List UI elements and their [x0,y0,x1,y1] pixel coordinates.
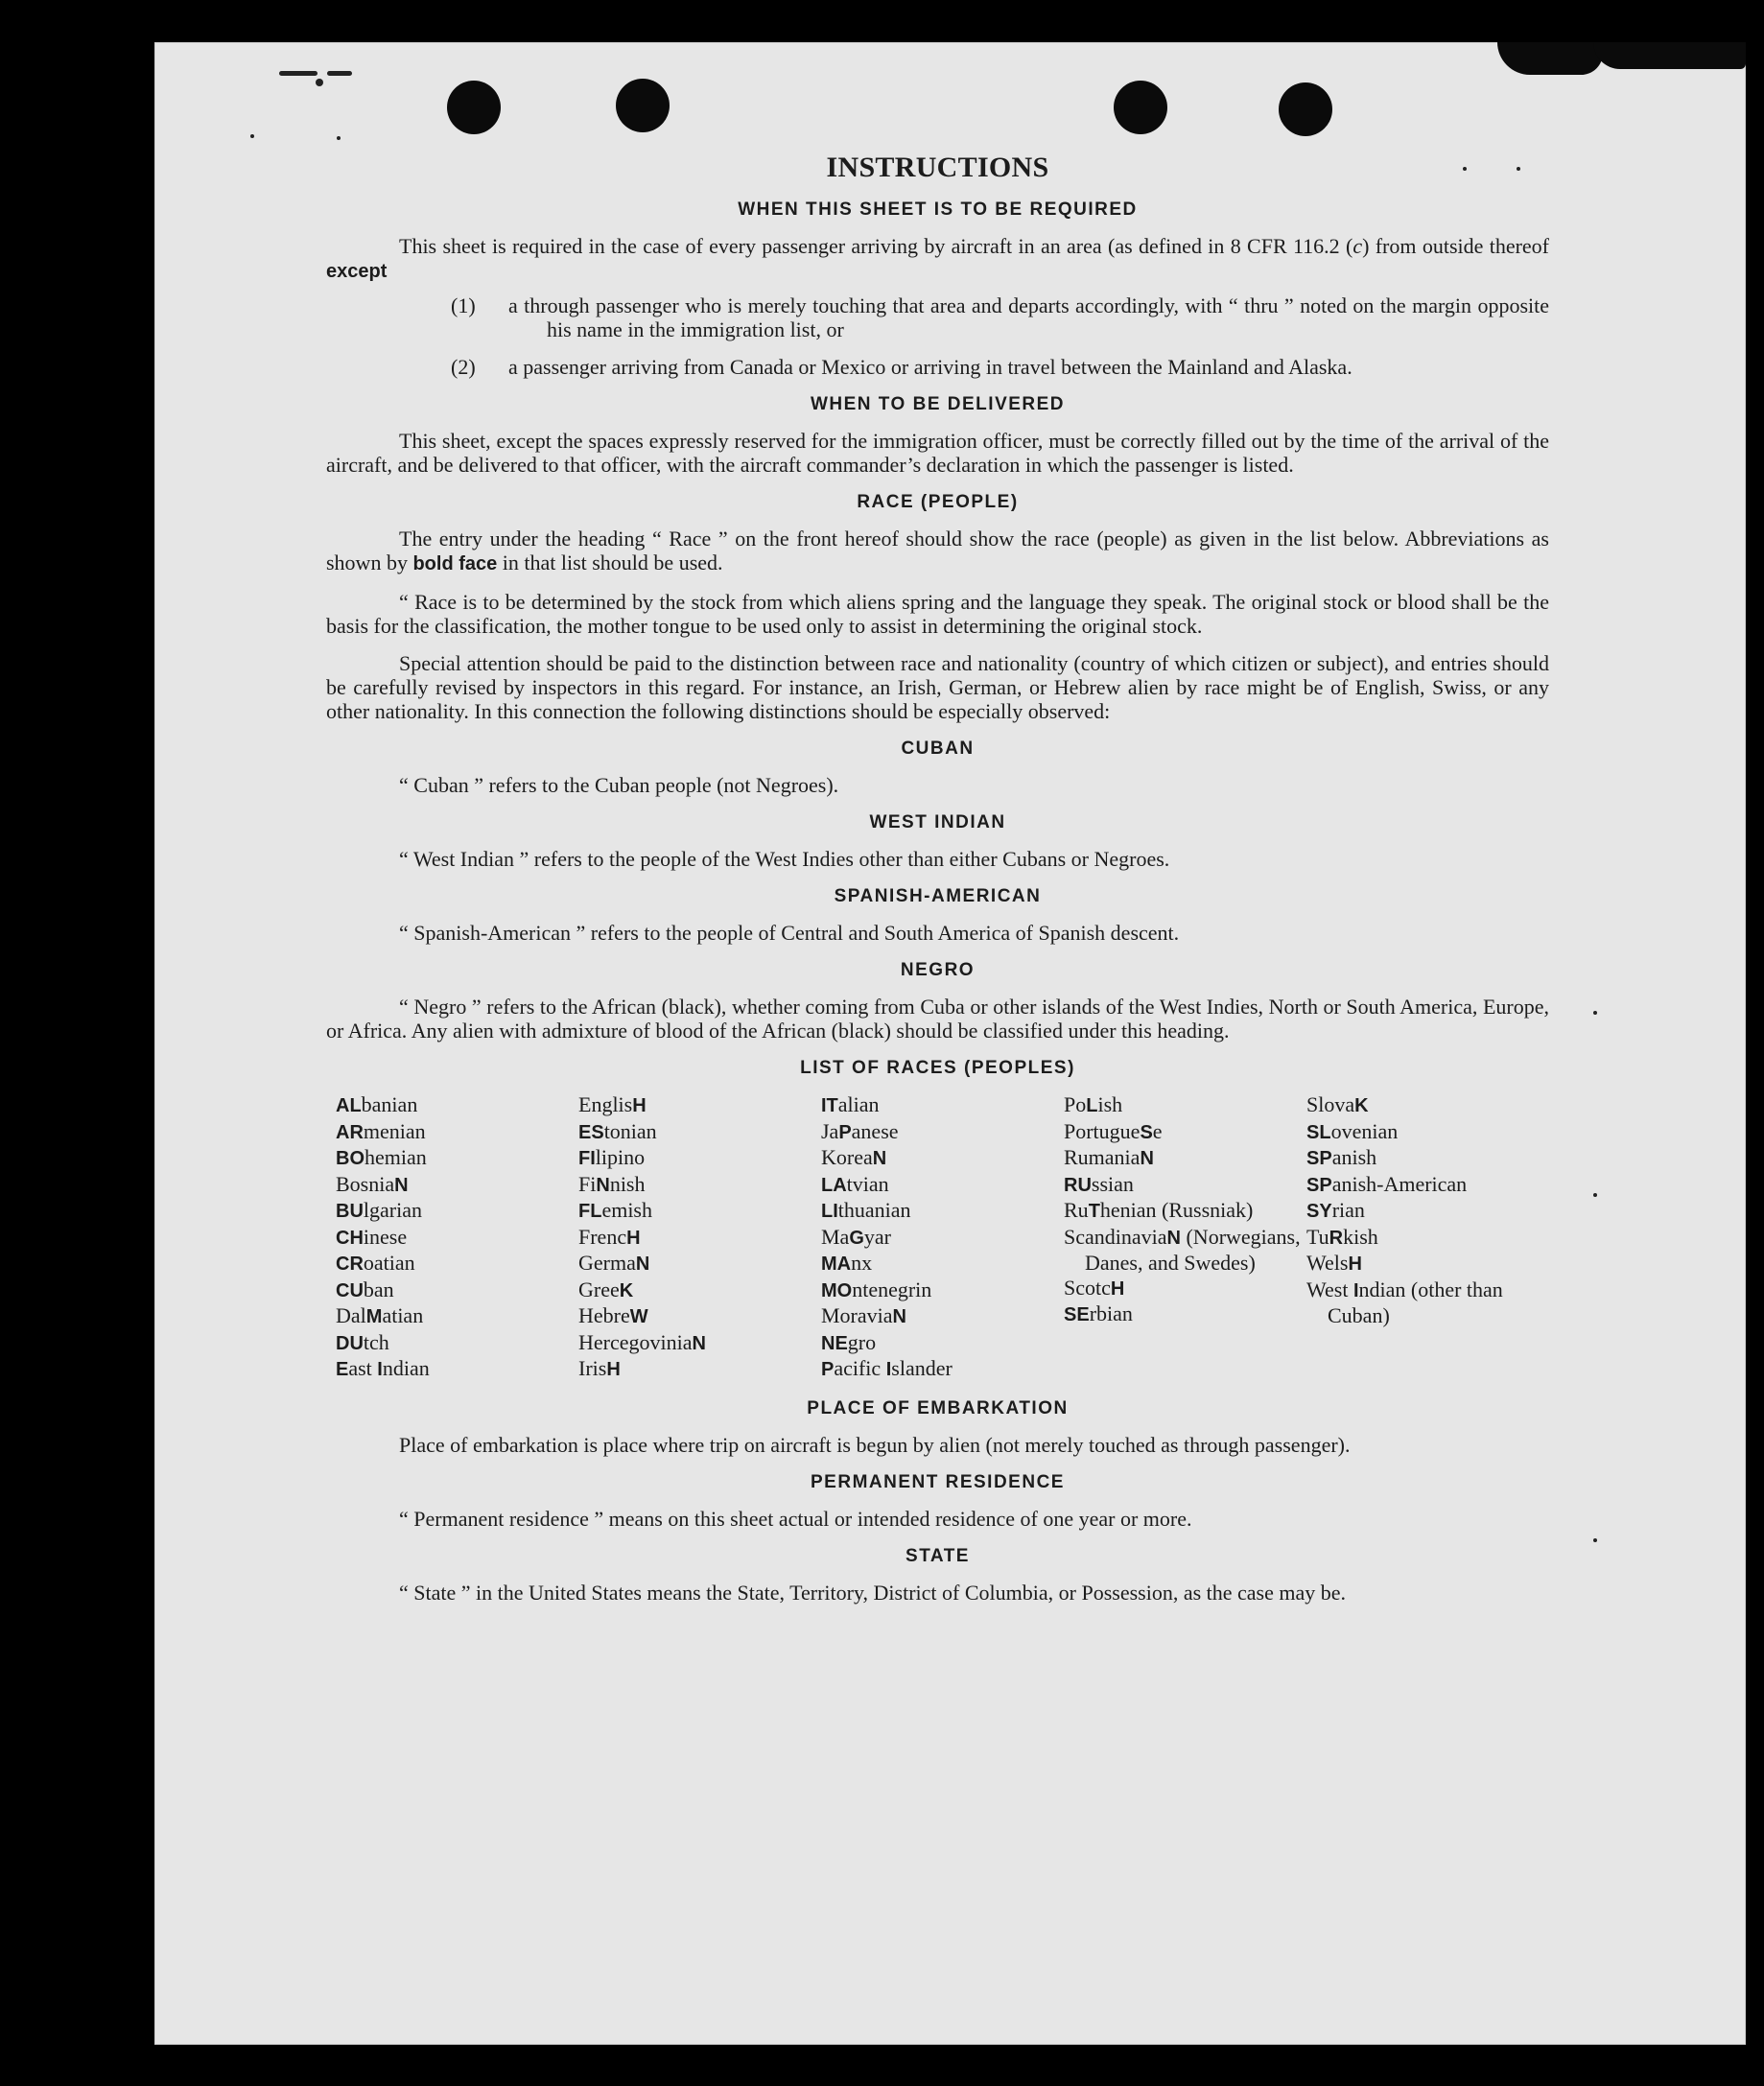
race-abbreviation: N [872,1148,887,1169]
race-entry [1306,1277,1549,1328]
race-abbreviation: N [635,1254,650,1275]
race-entry [336,1225,578,1252]
race-name-part: oatian [363,1251,415,1275]
race-entry [336,1119,578,1146]
race-entry [1306,1092,1549,1119]
race-name-part: yar [863,1224,891,1249]
punch-hole [447,81,501,134]
race-abbreviation: MA [821,1254,852,1275]
race-abbreviation: CH [336,1227,364,1249]
race-name-part: anish-American [1331,1171,1468,1196]
race-name-part: Wels [1306,1251,1349,1275]
race-abbreviation: K [1354,1095,1369,1116]
race-name-part: Scotc [1064,1275,1111,1300]
race-entry [1064,1092,1306,1119]
race-abbreviation: I [1352,1279,1359,1301]
race-entry [578,1092,821,1119]
race-entry [821,1198,1064,1225]
section-heading-negro: NEGRO [900,960,976,980]
race-abbreviation: AR [336,1121,364,1143]
race-name-part: ish [1097,1092,1123,1116]
race-abbreviation: K [619,1279,634,1301]
state-text: “ State ” in the United States means the State, Territory, District of Columbia, or Possession, as the case may be. [399,1580,1347,1605]
ink-mark [327,71,352,76]
instructions-content [326,152,1549,1605]
race-entry [578,1277,821,1304]
race-abbreviation: L [1086,1095,1098,1116]
race-name-part: ndian [382,1356,430,1380]
race-entry [821,1330,1064,1357]
ink-mark [337,136,341,140]
exception-item [451,293,1549,341]
race-name-part: e [1152,1118,1163,1143]
race-abbreviation: I [885,1359,892,1380]
race-abbreviation: M [365,1306,383,1327]
race-name-part: Po [1064,1092,1087,1116]
race-name-part: Rumania [1064,1145,1141,1169]
race-entry [578,1172,821,1199]
race-abbreviation: I [377,1359,383,1380]
race-abbreviation: SP [1306,1174,1332,1196]
race-entry [578,1145,821,1172]
race-abbreviation: H [632,1095,647,1116]
race-abbreviation: N [1166,1227,1181,1249]
section-heading-spanish-american: SPANISH-AMERICAN [834,886,1042,906]
race-abbreviation: R [1329,1227,1344,1249]
spanish-american-text: “ Spanish-American ” refers to the people of Central and South America of Spanish descent. [399,921,1180,945]
ink-mark [1593,1011,1597,1015]
race-abbreviation: FI [578,1148,596,1169]
race-name-part: Iris [578,1356,607,1380]
ink-mark [316,79,323,86]
section-heading-race: RACE (PEOPLE) [857,492,1019,512]
race-abbreviation: N [596,1174,610,1196]
race-column [336,1092,578,1383]
race-name-part: tonian [603,1118,657,1143]
race-abbreviation: IT [821,1095,838,1116]
race-entry [1306,1119,1549,1146]
race-abbreviation: H [1348,1254,1362,1275]
race-abbreviation: N [1140,1148,1154,1169]
race-abbreviation: LA [821,1174,847,1196]
race-name-part: Tu [1306,1224,1329,1249]
section-heading-residence: PERMANENT RESIDENCE [811,1471,1065,1492]
section-heading-delivered: WHEN TO BE DELIVERED [810,394,1066,414]
race-name-part: rbian [1089,1301,1133,1325]
race-name-part: inese [363,1224,408,1249]
race-name-part: Hebre [578,1303,630,1327]
race-name-part: thuanian [837,1198,911,1222]
race-name-part: ast [348,1356,378,1380]
section-heading-cuban: CUBAN [901,738,975,759]
race-entry [336,1277,578,1304]
race-paragraph-1: The entry under the heading “ Race ” on the front hereof should show the race (people) as given in the list below. Abbreviations as shown by bold face in that list should be used. [326,527,1549,574]
race-abbreviation: H [606,1359,621,1380]
race-entry [1306,1198,1549,1225]
race-entry [1064,1276,1306,1302]
race-abbreviation: P [838,1121,852,1143]
race-entry [1064,1119,1306,1146]
race-entry [1306,1172,1549,1199]
section-heading-required: WHEN THIS SHEET IS TO BE REQUIRED [738,199,1138,220]
race-name-part: Gree [578,1277,620,1301]
race-entry [821,1277,1064,1304]
race-abbreviation: SY [1306,1201,1332,1222]
race-abbreviation: S [1140,1121,1153,1143]
race-abbreviation: N [892,1306,906,1327]
exception-text: a passenger arriving from Canada or Mexico or arriving in travel between the Mainland and Alaska. [508,355,1352,379]
race-name-part: anish [1331,1145,1377,1169]
race-abbreviation: BU [336,1201,364,1222]
race-name-part: Korea [821,1145,873,1169]
race-name-part: ovenian [1330,1118,1399,1143]
race-list [336,1092,1549,1383]
race-entry [1064,1225,1306,1276]
race-entry [821,1251,1064,1277]
required-intro: This sheet is required in the case of every passenger arriving by aircraft in an area (as defined in 8 CFR 116.2 (c) from outside thereof except [326,234,1550,282]
race-name-part: anese [851,1118,899,1143]
race-name-part: tch [363,1329,389,1354]
race-name-part: lipino [595,1145,646,1169]
race-abbreviation: DU [336,1332,364,1354]
race-name-part: (Norwegians, Danes, and Swedes) [1085,1224,1301,1275]
negro-text: “ Negro ” refers to the African (black), whether coming from Cuba or other islands of the West Indies, North or South America, Europe, or Africa. Any alien with admixture of blood of the African (black) should be classified under this heading. [326,995,1549,1043]
race-entry [1064,1198,1306,1225]
exception-number: (2) [451,355,476,379]
punch-hole [616,79,670,132]
race-name-part: Ru [1064,1198,1089,1222]
race-entry [336,1356,578,1383]
race-abbreviation: BO [336,1148,365,1169]
race-entry [336,1251,578,1277]
ink-mark [1593,1538,1597,1542]
race-name-part: nish [609,1171,646,1196]
race-entry [578,1330,821,1357]
race-name-part: ssian [1091,1171,1134,1196]
race-abbreviation: G [849,1227,864,1249]
race-entry [821,1092,1064,1119]
race-abbreviation: T [1088,1201,1100,1222]
race-entry [1064,1172,1306,1199]
torn-corner [1593,42,1746,69]
race-name-part: Fi [578,1171,597,1196]
race-abbreviation: MO [821,1279,853,1301]
ink-mark [279,71,318,76]
race-column [1064,1092,1306,1383]
race-name-part: Frenc [578,1224,627,1249]
race-paragraph-3: Special attention should be paid to the distinction between race and nationality (country of which citizen or subject), and entries should be carefully revised by inspectors in this regard. For instance, an Irish, German, or Hebrew alien by race might be of English, Swiss, or any other nationality. In this connection the following distinctions should be especially observed: [326,651,1549,723]
race-abbreviation: H [626,1227,641,1249]
race-name-part: Portugue [1064,1118,1141,1143]
race-abbreviation: ES [578,1121,604,1143]
race-abbreviation: CR [336,1254,364,1275]
race-entry [821,1225,1064,1252]
page-title: INSTRUCTIONS [826,152,1049,183]
race-entry [821,1303,1064,1330]
cuban-text: “ Cuban ” refers to the Cuban people (not Negroes). [399,773,839,797]
race-entry [578,1119,821,1146]
residence-text: “ Permanent residence ” means on this sheet actual or intended residence of one year or more. [399,1506,1192,1531]
race-abbreviation: SP [1306,1148,1332,1169]
race-abbreviation: N [692,1332,706,1354]
race-name-part: ban [363,1277,394,1301]
race-name-part: Bosnia [336,1171,395,1196]
race-name-part: lgarian [363,1198,422,1222]
race-name-part: West [1306,1277,1353,1301]
race-name-part: slander [891,1356,953,1380]
race-name-part: Germa [578,1251,636,1275]
race-name-part: emish [601,1198,652,1222]
delivered-text: This sheet, except the spaces expressly reserved for the immigration officer, must be correctly filled out by the time of the arrival of the aircraft, and be delivered to that officer, with the aircraft commander’s declaration in which the passenger is listed. [326,429,1549,477]
race-entry [1064,1301,1306,1328]
race-name-part: Dal [336,1303,366,1327]
race-name-part: Moravia [821,1303,893,1327]
race-entry [578,1198,821,1225]
race-entry [821,1356,1064,1383]
race-entry [336,1198,578,1225]
race-abbreviation: FL [578,1201,602,1222]
race-name-part: tvian [846,1171,889,1196]
race-entry [821,1172,1064,1199]
race-name-part: alian [837,1092,880,1116]
race-name-part: banian [361,1092,418,1116]
race-entry [578,1251,821,1277]
ink-mark [1593,1193,1597,1197]
race-abbreviation: LI [821,1201,838,1222]
ink-mark [250,134,254,138]
punch-hole [1279,82,1332,136]
race-name-part: Englis [578,1092,633,1116]
race-entry [578,1303,821,1330]
section-heading-embarkation: PLACE OF EMBARKATION [807,1397,1069,1418]
race-name-part: Scandinavia [1064,1224,1167,1249]
race-column [821,1092,1064,1383]
race-column [1306,1092,1549,1383]
race-name-part: Slova [1306,1092,1355,1116]
race-abbreviation: CU [336,1279,364,1301]
race-name-part: kish [1343,1224,1378,1249]
race-column [578,1092,821,1383]
race-abbreviation: E [336,1359,349,1380]
race-entry [336,1092,578,1119]
race-name-part: hemian [365,1145,427,1169]
race-abbreviation: NE [821,1332,848,1354]
race-abbreviation: N [394,1174,409,1196]
race-entry [578,1225,821,1252]
race-name-part: Ja [821,1118,839,1143]
torn-corner [1497,42,1603,75]
race-name-part: nx [851,1251,873,1275]
race-name-part: henian (Russniak) [1099,1198,1254,1222]
race-name-part: ndian (other than Cuban) [1328,1277,1503,1327]
race-abbreviation: AL [336,1095,362,1116]
race-entry [1064,1145,1306,1172]
race-name-part: acific [834,1356,886,1380]
race-name-part: rian [1331,1198,1365,1222]
race-name-part: menian [363,1118,426,1143]
race-name-part: gro [847,1329,877,1354]
race-entry [821,1119,1064,1146]
section-heading-west-indian: WEST INDIAN [869,812,1006,832]
race-entry [1306,1225,1549,1252]
race-entry [1306,1145,1549,1172]
race-entry [821,1145,1064,1172]
race-entry [336,1303,578,1330]
race-paragraph-2: “ Race is to be determined by the stock from which aliens spring and the language they speak. The original stock or blood shall be the basis for the classification, the mother tongue to be used only to assist in determining the original stock. [326,590,1549,638]
race-entry [336,1172,578,1199]
section-heading-state: STATE [906,1545,970,1566]
west-indian-text: “ West Indian ” refers to the people of the West Indies other than either Cubans or Negroes. [399,847,1170,871]
race-entry [1306,1251,1549,1277]
race-name-part: Hercegovinia [578,1329,693,1354]
race-abbreviation: W [629,1306,648,1327]
race-abbreviation: RU [1064,1174,1092,1196]
race-entry [336,1330,578,1357]
race-abbreviation: P [821,1359,835,1380]
race-name-part: ntenegrin [852,1277,932,1301]
race-abbreviation: H [1110,1277,1125,1300]
exception-item [451,355,1549,379]
race-abbreviation: SE [1064,1304,1090,1325]
race-name-part: atian [382,1303,424,1327]
embarkation-text: Place of embarkation is place where trip on aircraft is begun by alien (not merely touched as through passenger). [399,1432,1351,1457]
race-abbreviation: SL [1306,1121,1331,1143]
race-entry [578,1356,821,1383]
exception-text: a through passenger who is merely touching that area and departs accordingly, with “ thru ” noted on the margin opposite his name in the immigration list, or [508,293,1549,341]
race-entry [336,1145,578,1172]
section-heading-list-of-races: LIST OF RACES (PEOPLES) [800,1058,1075,1078]
exception-number: (1) [451,293,476,317]
race-name-part: Ma [821,1224,850,1249]
punch-hole [1114,81,1167,134]
